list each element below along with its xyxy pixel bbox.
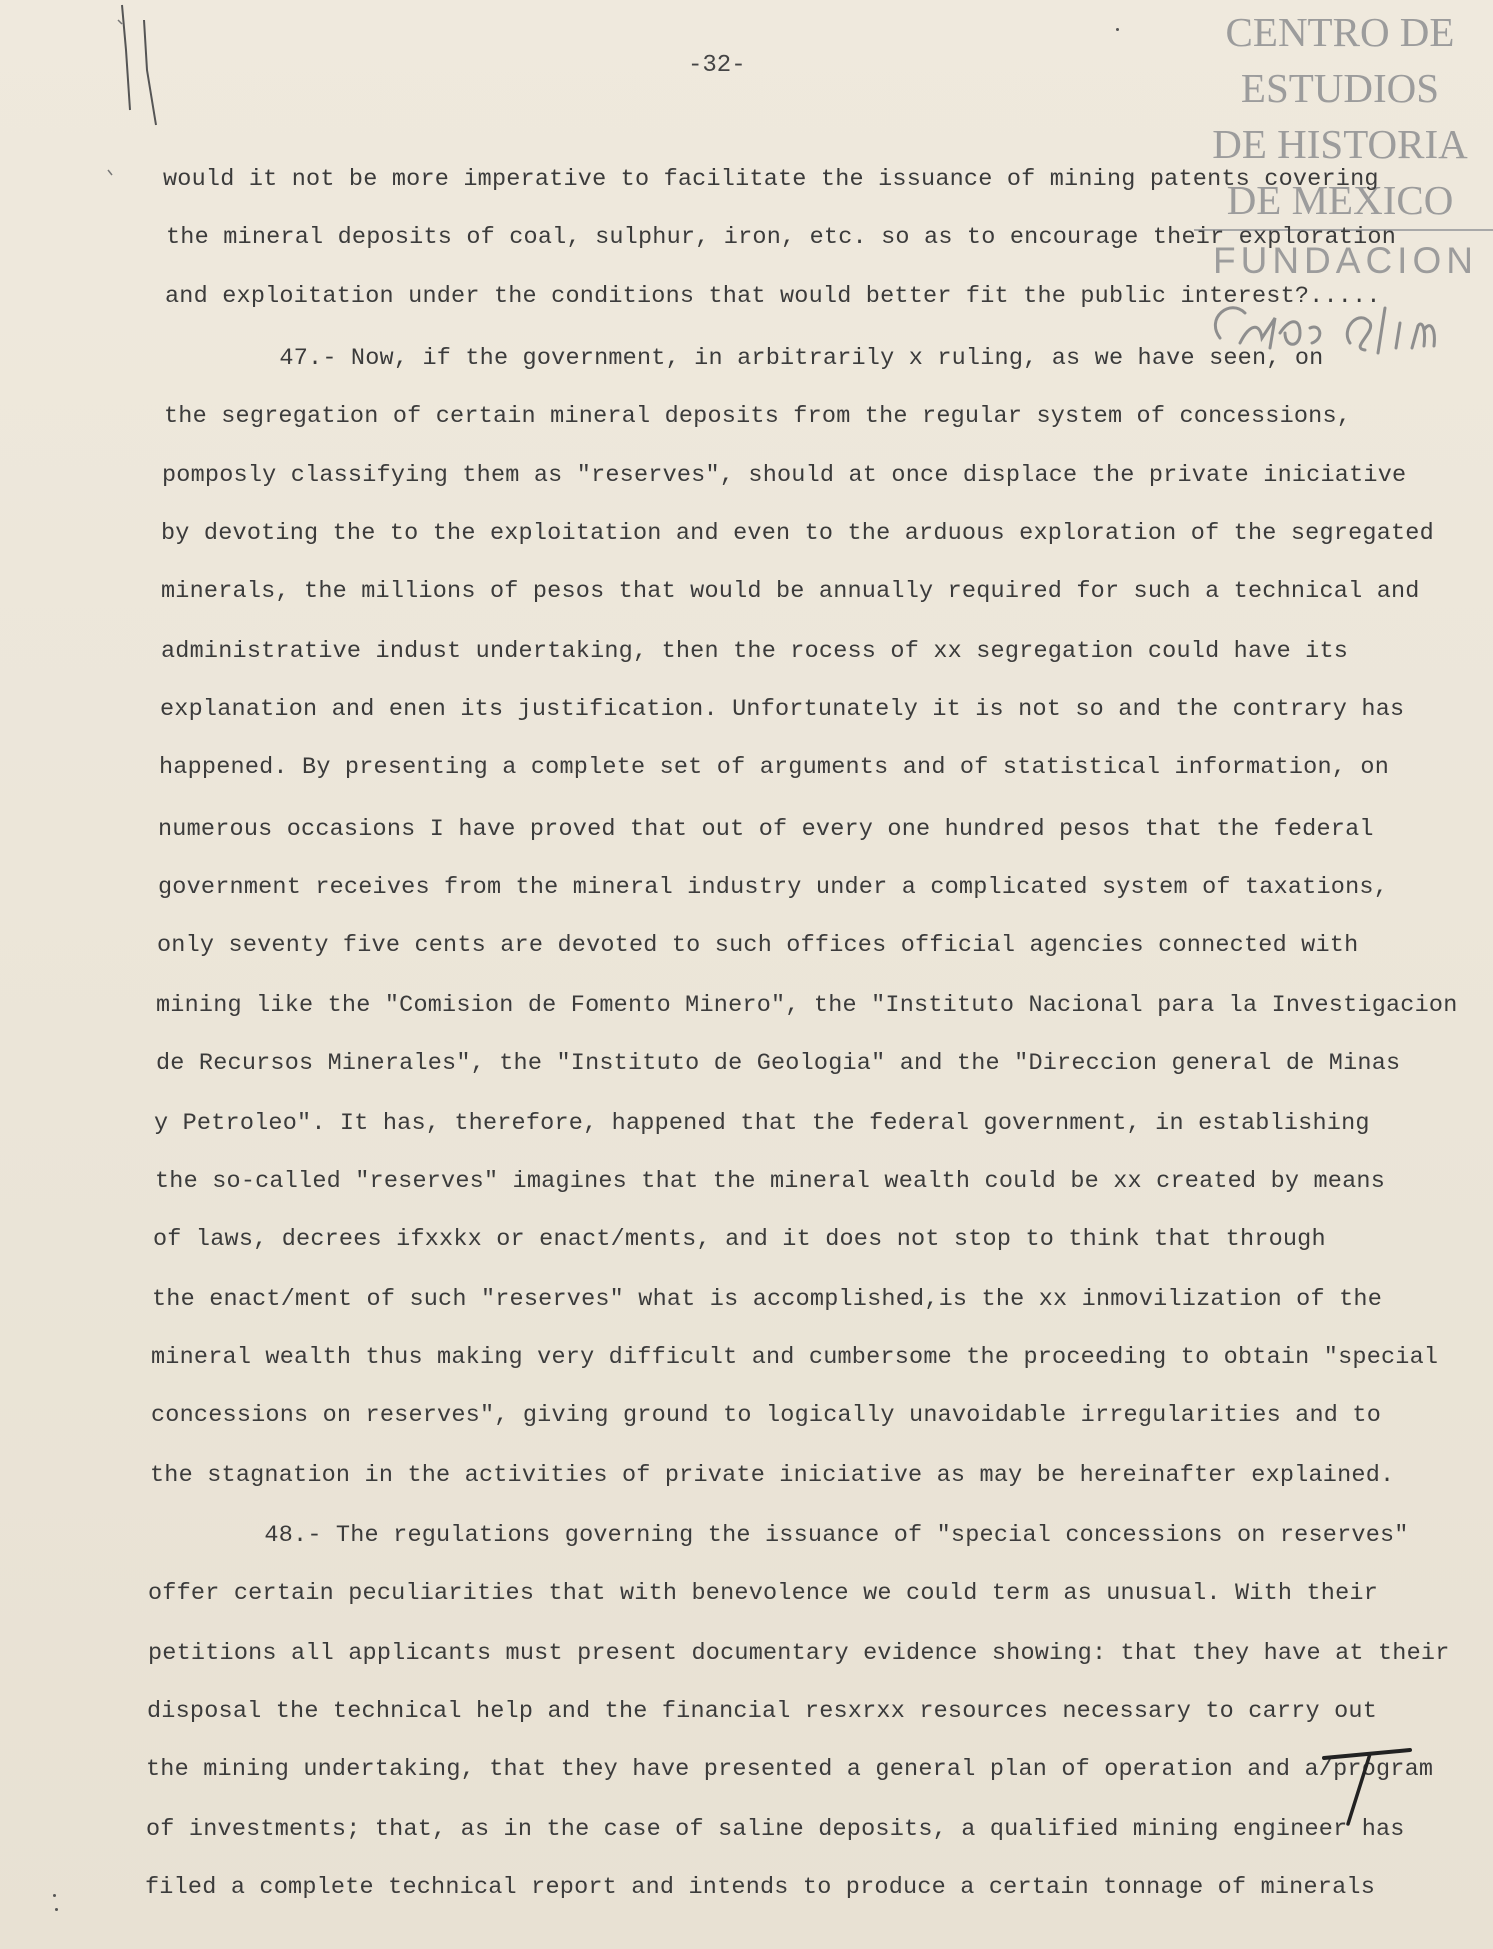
text-line: 48.- The regulations governing the issuance of "special concessions on reserves" (150, 1522, 1409, 1549)
text-line: the mineral deposits of coal, sulphur, iron, etc. so as to encourage their exploration (166, 224, 1396, 251)
text-line: 47.- Now, if the government, in arbitrarily x ruling, as we have seen, on (165, 345, 1324, 372)
text-line: pomposly classifying them as "reserves", should at once displace the private iniciative (162, 462, 1407, 489)
text-line: the stagnation in the activities of private iniciative as may be hereinafter explained. (150, 1462, 1395, 1489)
text-line: the mining undertaking, that they have presented a general plan of operation and a/program (146, 1756, 1434, 1783)
watermark-line: DE HISTORIA (1212, 121, 1468, 167)
text-line: and exploitation under the conditions that would better fit the public interest?..... (165, 283, 1381, 310)
text-line: happened. By presenting a complete set of arguments and of statistical information, on (159, 754, 1389, 781)
text-line: would it not be more imperative to facilitate the issuance of mining patents covering (163, 166, 1379, 193)
text-line: de Recursos Minerales", the "Instituto de Geologia" and the "Direccion general de Minas (156, 1050, 1401, 1077)
page-number: -32- (688, 52, 746, 79)
text-line: offer certain peculiarities that with benevolence we could term as unusual. With their (148, 1580, 1378, 1607)
text-line: administrative indust undertaking, then the rocess of xx segregation could have its (161, 638, 1349, 665)
text-line: the enact/ment of such "reserves" what is accomplished,is the xx inmovilization of the (152, 1286, 1382, 1313)
text-line: mineral wealth thus making very difficult and cumbersome the proceeding to obtain "special (151, 1344, 1439, 1371)
text-line: mining like the "Comision de Fomento Minero", the "Instituto Nacional para la Investigacion (156, 992, 1458, 1019)
watermark-foundation: FUNDACION (1213, 240, 1478, 281)
text-line: only seventy five cents are devoted to such offices official agencies connected with (157, 932, 1359, 959)
paper-speck (53, 1894, 56, 1897)
text-line: of laws, decrees ifxxkx or enact/ments, and it does not stop to think that through (153, 1226, 1326, 1253)
watermark-line: DE MEXICO (1226, 177, 1454, 223)
text-line: government receives from the mineral industry under a complicated system of taxations, (158, 874, 1388, 901)
watermark-line: CENTRO DE (1225, 9, 1455, 55)
text-line: disposal the technical help and the financial resxrxx resources necessary to carry out (147, 1698, 1377, 1725)
text-line: concessions on reserves", giving ground to logically unavoidable irregularities and to (151, 1402, 1381, 1429)
archive-watermark (1192, 4, 1488, 228)
text-line: of investments; that, as in the case of saline deposits, a qualified mining engineer has (146, 1816, 1405, 1843)
paper-speck (55, 1908, 58, 1911)
handwritten-correction-mark (1318, 1744, 1418, 1830)
text-line: minerals, the millions of pesos that would be annually required for such a technical and (161, 578, 1420, 605)
text-line: explanation and enen its justification. Unfortunately it is not so and the contrary has (160, 696, 1405, 723)
text-line: the so-called "reserves" imagines that the mineral wealth could be xx created by means (155, 1168, 1385, 1195)
watermark-line: ESTUDIOS (1240, 65, 1440, 111)
text-line: filed a complete technical report and intends to produce a certain tonnage of minerals (145, 1874, 1375, 1901)
text-line: numerous occasions I have proved that out of every one hundred pesos that the federal (158, 816, 1374, 843)
text-line: petitions all applicants must present documentary evidence showing: that they have at their (148, 1640, 1450, 1667)
text-line: by devoting the to the exploitation and even to the arduous exploration of the segregated (161, 520, 1434, 547)
text-line: y Petroleo". It has, therefore, happened that the federal government, in establishing (154, 1110, 1370, 1137)
text-line: the segregation of certain mineral deposits from the regular system of concessions, (164, 403, 1352, 430)
paper-speck (1116, 28, 1119, 31)
